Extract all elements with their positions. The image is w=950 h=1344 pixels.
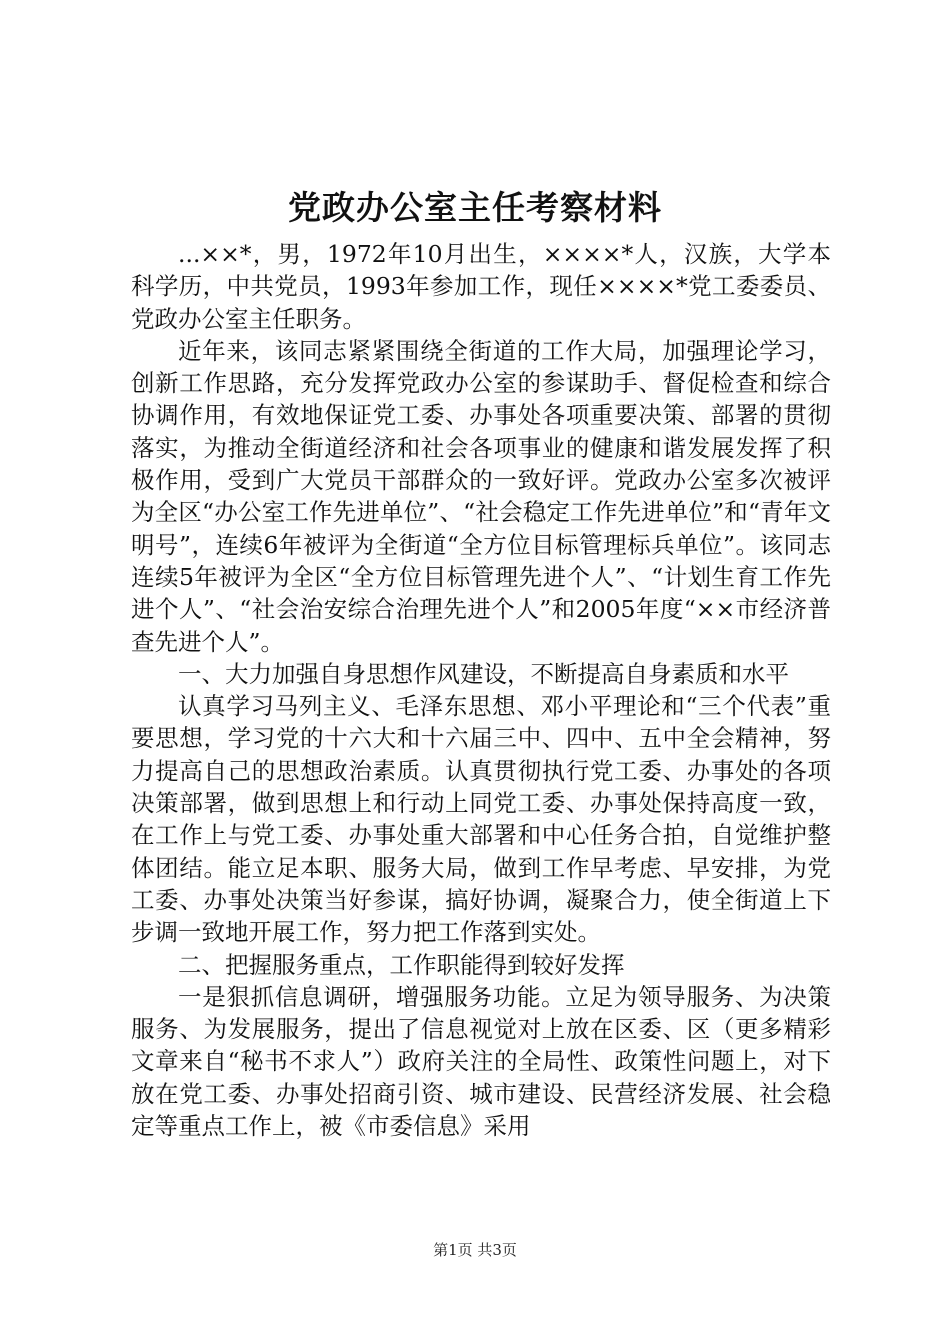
page-number-footer: 第1页 共3页 (433, 1241, 517, 1259)
paragraph-summary: 近年来，该同志紧紧围绕全街道的工作大局，加强理论学习，创新工作思路，充分发挥党政办公室的参谋助手、督促检查和综合协调作用，有效地保证党工委、办事处各项重要决策、部署的贯彻落实，为推动全街道经济和社会各项事业的健康和谐发展发挥了积极作用，受到广大党员干部群众的一致好评。党政办公室多次被评为全区“办公室工作先进单位”、“社会稳定工作先进单位”和“青年文明号”，连续6年被评为全街道“全方位目标管理标兵单位”。该同志连续5年被评为全区“全方位目标管理先进个人”、“计划生育工作先进个人”、“社会治安综合治理先进个人”和2005年度“××市经济普查先进个人”。 (131, 336, 831, 656)
document-body (131, 238, 831, 1142)
paragraph-intro: ...××*，男，1972年10月出生，××××*人，汉族，大学本科学历，中共党员，1993年参加工作，现任××××*党工委委员、党政办公室主任职务。 (131, 240, 831, 333)
document-title: 党政办公室主任考察材料 (288, 188, 662, 227)
section-heading-1: 一、大力加强自身思想作风建设，不断提高自身素质和水平 (178, 659, 789, 688)
paragraph-section-1: 认真学习马列主义、毛泽东思想、邓小平理论和“三个代表”重要思想，学习党的十六大和十六届三中、四中、五中全会精神，努力提高自己的思想政治素质。认真贯彻执行党工委、办事处的各项决策部署，做到思想上和行动上同党工委、办事处保持高度一致，在工作上与党工委、办事处重大部署和中心任务合拍，自觉维护整体团结。能立足本职、服务大局，做到工作早考虑、早安排，为党工委、办事处决策当好参谋，搞好协调，凝聚合力，使全街道上下步调一致地开展工作，努力把工作落到实处。 (131, 692, 831, 947)
section-heading-2: 二、把握服务重点，工作职能得到较好发挥 (178, 950, 625, 979)
paragraph-section-2: 一是狠抓信息调研，增强服务功能。立足为领导服务、为决策服务、为发展服务，提出了信息视觉对上放在区委、区（更多精彩文章来自“秘书不求人”）政府关注的全局性、政策性问题上，对下放在党工委、办事处招商引资、城市建设、民营经济发展、社会稳定等重点工作上，被《市委信息》采用 (131, 982, 831, 1141)
